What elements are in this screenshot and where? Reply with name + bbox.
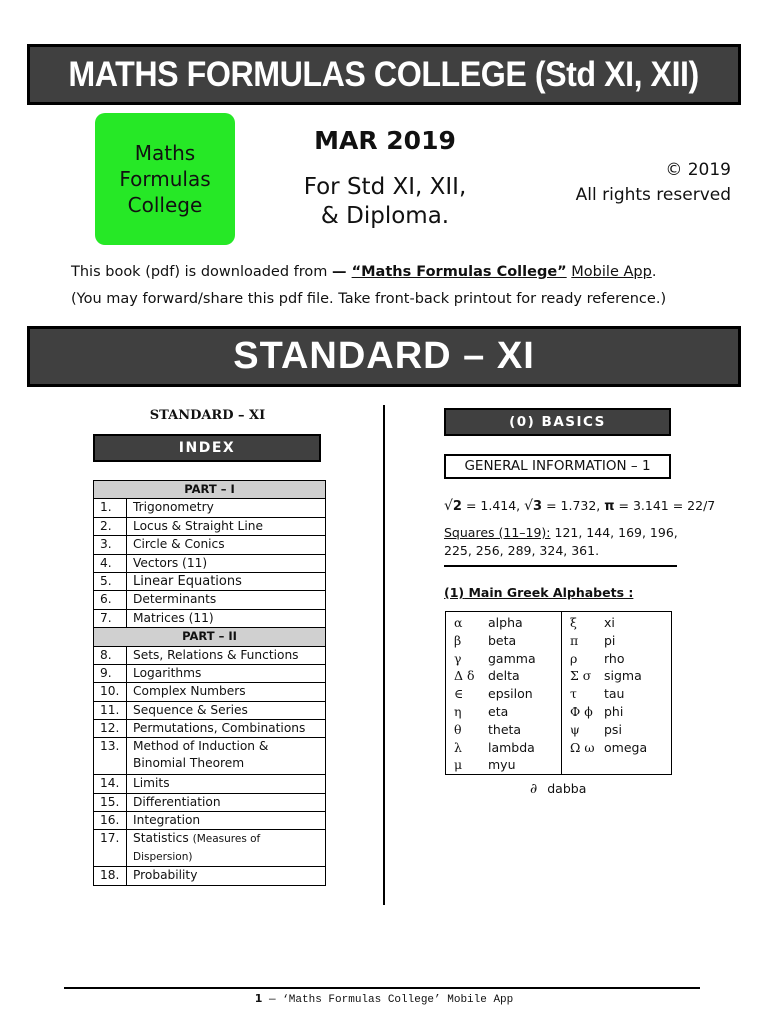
root-2: 2: [452, 499, 462, 514]
page-footer: [0, 992, 768, 1006]
greek-name: psi: [604, 721, 622, 737]
sqrt-icon: √: [444, 498, 453, 514]
greek-row: [446, 614, 561, 632]
index-title: Probability: [127, 867, 326, 885]
index-row[interactable]: [94, 499, 326, 517]
copyright-line-1: © 2019: [665, 160, 731, 180]
greek-symbol: λ: [454, 739, 462, 755]
greek-name: eta: [488, 703, 509, 719]
footer-rule: [64, 987, 700, 989]
index-title: Sequence & Series: [127, 701, 326, 719]
download-prefix: This book (pdf) is downloaded from: [71, 264, 333, 280]
sqrt-icon: √: [524, 498, 534, 514]
index-number: 13.: [94, 738, 127, 775]
index-number: 5.: [94, 572, 127, 590]
copyright-line-2: All rights reserved: [575, 185, 731, 205]
greek-symbol: θ: [454, 721, 462, 737]
squares-label: Squares (11–19):: [444, 525, 551, 540]
index-title: Complex Numbers: [127, 683, 326, 701]
index-title: Linear Equations: [127, 572, 326, 590]
index-title: Vectors (11): [127, 554, 326, 572]
index-number: 8.: [94, 646, 127, 664]
page-number: 1: [254, 992, 263, 1005]
dabba-row: [530, 781, 586, 797]
title-text: MATHS FORMULAS COLLEGE (Std XI, XII): [68, 55, 700, 94]
greek-name: phi: [604, 703, 624, 719]
greek-symbol: Δ δ: [454, 668, 475, 684]
index-row[interactable]: [94, 683, 326, 701]
greek-name: xi: [604, 615, 615, 630]
squares-values: 121, 144, 169, 196, 225, 256, 289, 324, 361.: [444, 525, 678, 558]
pi-symbol: π: [604, 499, 615, 514]
index-part-row: [94, 481, 326, 499]
index-title: Circle & Conics: [127, 536, 326, 554]
greek-name: omega: [604, 739, 648, 755]
index-row[interactable]: [94, 664, 326, 682]
index-part-row: [94, 628, 326, 646]
copyright-notice: [555, 158, 731, 208]
index-title: Logarithms: [127, 664, 326, 682]
index-title: Matrices (11): [127, 609, 326, 627]
greek-name: sigma: [604, 668, 642, 684]
index-row[interactable]: [94, 536, 326, 554]
index-row[interactable]: [94, 572, 326, 590]
index-row[interactable]: [94, 701, 326, 719]
index-title: Locus & Straight Line: [127, 517, 326, 535]
greek-row: [446, 739, 561, 757]
index-section-heading: STANDARD – XI: [149, 408, 266, 423]
index-title: [127, 738, 326, 775]
greek-row: [562, 721, 672, 739]
index-number: 4.: [94, 554, 127, 572]
index-number: 15.: [94, 793, 127, 811]
index-number: 16.: [94, 812, 127, 830]
index-row[interactable]: [94, 646, 326, 664]
greek-symbol: η: [454, 703, 462, 719]
index-title: Permutations, Combinations: [127, 720, 326, 738]
greek-name: epsilon: [488, 686, 533, 702]
index-title-line-2: Binomial Theorem: [133, 756, 245, 771]
squares-list: [444, 524, 680, 560]
index-row[interactable]: [94, 738, 326, 775]
standard-banner: STANDARD – XI: [27, 326, 741, 387]
greek-name: gamma: [488, 650, 536, 666]
index-title-line-1: Method of Induction &: [133, 739, 269, 754]
index-number: 10.: [94, 683, 127, 701]
greek-row: [446, 703, 561, 721]
index-title: [127, 830, 326, 867]
index-label-box: INDEX: [93, 434, 321, 462]
greek-symbol: ψ: [570, 721, 580, 737]
greek-symbol: ∈: [454, 686, 464, 702]
logo-line-2: Formulas: [119, 167, 211, 191]
column-divider: [383, 405, 385, 905]
greek-name: delta: [488, 668, 520, 684]
index-row[interactable]: [94, 830, 326, 867]
audience-line-2: & Diploma.: [320, 203, 450, 229]
root-3: 3: [533, 499, 543, 514]
greek-row: [446, 685, 561, 703]
index-number: 9.: [94, 664, 127, 682]
greek-row: [562, 650, 672, 668]
general-info-box: GENERAL INFORMATION – 1: [444, 454, 671, 479]
greek-symbol: α: [454, 615, 463, 630]
index-number: 14.: [94, 775, 127, 793]
index-title: Limits: [127, 775, 326, 793]
index-title: Sets, Relations & Functions: [127, 646, 326, 664]
index-row[interactable]: [94, 812, 326, 830]
greek-symbol: β: [454, 632, 462, 648]
index-title: Differentiation: [127, 793, 326, 811]
index-number: 17.: [94, 830, 127, 867]
greek-name: myu: [488, 757, 516, 773]
index-number: 6.: [94, 591, 127, 609]
greek-column-left: [446, 612, 562, 774]
greek-name: pi: [604, 632, 616, 648]
greek-row: [562, 614, 672, 632]
greek-row: [562, 667, 672, 685]
greek-name: theta: [488, 721, 522, 737]
index-number: 7.: [94, 609, 127, 627]
index-number: 11.: [94, 701, 127, 719]
greek-alphabet-table: [445, 611, 672, 775]
index-row[interactable]: [94, 517, 326, 535]
index-number: 18.: [94, 867, 127, 885]
footer-text: — ‘Maths Formulas College’ Mobile App: [262, 994, 514, 1006]
greek-name: beta: [488, 632, 517, 648]
greek-heading: [444, 585, 633, 600]
download-suffix: .: [651, 264, 657, 280]
greek-symbol: ρ: [570, 650, 578, 666]
greek-row: [446, 667, 561, 685]
college-logo: [95, 113, 235, 245]
index-number: 2.: [94, 517, 127, 535]
greek-symbol: ξ: [570, 615, 577, 630]
index-title-main: Statistics: [133, 831, 189, 846]
greek-symbol: μ: [454, 757, 463, 773]
logo-line-3: College: [127, 193, 203, 217]
greek-row: [446, 756, 561, 774]
greek-row: [562, 685, 672, 703]
index-title: Determinants: [127, 591, 326, 609]
basics-label-box: (0) BASICS: [444, 408, 671, 436]
index-table: [93, 480, 326, 886]
greek-symbol: Ω ω: [570, 739, 595, 755]
download-dash: —: [332, 264, 352, 280]
greek-row: [562, 703, 672, 721]
index-row[interactable]: [94, 867, 326, 885]
root-2-value: = 1.414,: [461, 498, 525, 513]
index-title-note: (Measures of Dispersion): [133, 833, 261, 864]
title-banner: [27, 44, 741, 105]
audience-line-1: For Std XI, XII,: [303, 174, 467, 200]
greek-column-right: [562, 612, 672, 774]
greek-row: [446, 632, 561, 650]
index-row[interactable]: [94, 609, 326, 627]
greek-name: alpha: [488, 615, 523, 630]
greek-row: [446, 721, 561, 739]
index-title: Trigonometry: [127, 499, 326, 517]
mobile-app-link[interactable]: Mobile App: [571, 264, 652, 280]
index-row[interactable]: [94, 554, 326, 572]
index-number: 1.: [94, 499, 127, 517]
root-3-value: = 1.732,: [542, 498, 605, 513]
separator-line: [444, 565, 677, 567]
greek-symbol: Φ ϕ: [570, 703, 593, 719]
app-name-link[interactable]: “Maths Formulas College”: [351, 264, 567, 280]
greek-row: [446, 650, 561, 668]
root-values: [444, 498, 715, 514]
greek-row: [562, 739, 672, 757]
share-note: (You may forward/share this pdf file. Take front-back printout for ready reference.): [71, 291, 667, 307]
dabba-name: dabba: [547, 781, 587, 796]
index-row[interactable]: [94, 793, 326, 811]
greek-name: rho: [604, 650, 625, 666]
index-number: 3.: [94, 536, 127, 554]
target-audience: [270, 173, 500, 231]
edition-month: MAR 2019: [314, 126, 456, 155]
greek-symbol: Σ σ: [570, 668, 592, 684]
part-label: PART – I: [94, 481, 326, 499]
greek-title: Main Greek Alphabets :: [464, 585, 634, 600]
greek-symbol: γ: [454, 650, 462, 666]
greek-number: (1): [444, 585, 465, 600]
greek-name: tau: [604, 686, 625, 702]
index-row[interactable]: [94, 720, 326, 738]
partial-symbol: ∂: [530, 781, 538, 797]
index-row[interactable]: [94, 775, 326, 793]
download-note: [71, 264, 656, 280]
index-title: Integration: [127, 812, 326, 830]
greek-symbol: π: [570, 632, 579, 648]
greek-symbol: τ: [570, 686, 577, 702]
logo-line-1: Maths: [134, 141, 196, 165]
index-row[interactable]: [94, 591, 326, 609]
pi-value: = 3.141 = 22/7: [614, 498, 716, 513]
part-label: PART – II: [94, 628, 326, 646]
index-number: 12.: [94, 720, 127, 738]
greek-name: lambda: [488, 739, 535, 755]
greek-row: [562, 632, 672, 650]
